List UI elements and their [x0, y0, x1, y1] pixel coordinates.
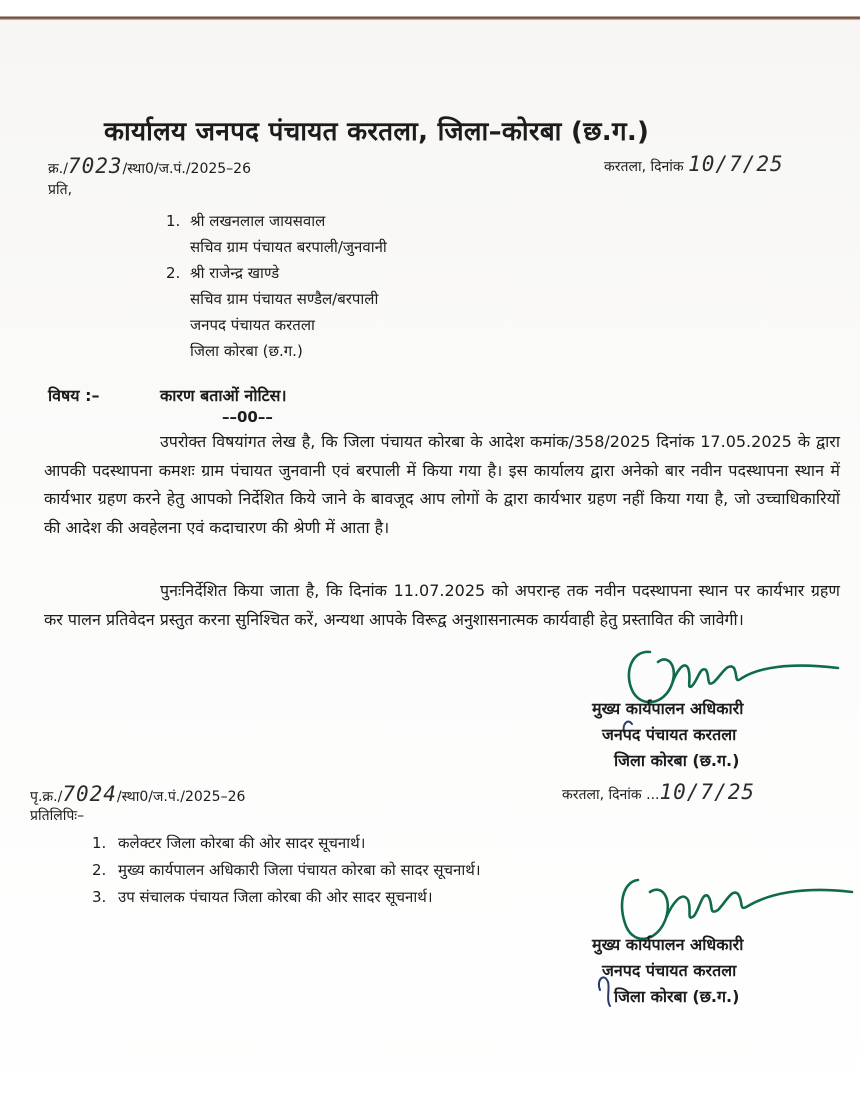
recipient-list — [166, 208, 387, 364]
date-handwritten: 10/7/25 — [688, 152, 784, 176]
signatory-office: जनपद पंचायत करतला — [602, 725, 737, 744]
copy-ref-number-handwritten: 7024 — [62, 782, 117, 806]
recipient-name: श्री राजेन्द्र खाण्डे — [190, 264, 280, 282]
body-paragraph-1: उपरोक्त विषयांगत लेख है, कि जिला पंचायत कोरबा के आदेश कमांक/358/2025 दिनांक 17.05.2025 के द्वारा आपकी पदस्थापना कमशः ग्राम पंचायत जुनवानी एवं बरपाली में किया गया है। इस कार्यालय द्वारा अनेको बार नवीन पदस्थापना स्थान में कार्यभार ग्रहण करने हेतु आपको निर्देशित किये जाने के बावजूद आप लोगों के द्वारा कार्यभार ग्रहण नहीं किया गया है, जो उच्चाधिकारियों की आदेश की अवहेलना एवं कदाचारण की श्रेणी में आता है। — [44, 432, 840, 537]
copy-item-text: उप संचालक पंचायत जिला कोरबा की ओर सादर सूचनार्थ। — [118, 888, 433, 906]
recipient-line: सचिव ग्राम पंचायत सण्डैल/बरपाली — [190, 290, 379, 308]
place-date-label: करतला, दिनांक — [604, 159, 684, 175]
recipient-line: जनपद पंचायत करतला — [190, 316, 315, 334]
copy-place-date-label: करतला, दिनांक ... — [562, 787, 660, 803]
recipient-2 — [166, 260, 387, 286]
signatory-title: मुख्य कार्यपालन अधिकारी — [592, 699, 744, 718]
recipient-line: सचिव ग्राम पंचायत बरपाली/जुनवानी — [190, 238, 387, 256]
letter-reference — [48, 154, 251, 178]
recipient-number: 1. — [166, 212, 181, 230]
subject-text: कारण बताओं नोटिस। — [160, 386, 287, 405]
signatory-block-2 — [592, 932, 743, 1010]
copy-list — [92, 830, 481, 911]
copy-item-text: कलेक्टर जिला कोरबा की ओर सादर सूचनार्थ। — [118, 834, 366, 852]
copy-place-date — [562, 780, 755, 804]
ref-suffix: /स्था0/ज.पं./2025–26 — [122, 161, 251, 177]
letter-place-date — [604, 152, 784, 176]
ref-number-handwritten: 7023 — [67, 154, 123, 178]
ref-prefix: क्र./ — [48, 161, 68, 177]
signatory-title: मुख्य कार्यपालन अधिकारी — [592, 935, 744, 954]
copy-ref-prefix: पृ.क्र./ — [30, 789, 63, 805]
subject-label: विषय :– — [48, 386, 100, 405]
copy-reference — [30, 782, 245, 806]
copy-item-number: 2. — [92, 861, 107, 879]
signatory-block-1 — [592, 696, 743, 774]
to-label: प्रति, — [48, 182, 73, 198]
signatory-district: जिला कोरबा (छ.ग.) — [614, 987, 740, 1006]
copy-item-number: 1. — [92, 834, 107, 852]
copy-item — [92, 884, 481, 911]
copy-date-handwritten: 10/7/25 — [659, 780, 756, 804]
signatory-office: जनपद पंचायत करतला — [602, 961, 737, 980]
separator: ––00–– — [222, 408, 273, 426]
copy-label: प्रतिलिपिः– — [30, 808, 85, 824]
recipient-line: जिला कोरबा (छ.ग.) — [190, 342, 303, 360]
body-paragraph-2: पुनःनिर्देशित किया जाता है, कि दिनांक 11.07.2025 को अपरान्ह तक नवीन पदस्थापना स्थान पर कार्यभार ग्रहण कर पालन प्रतिवेदन प्रस्तुत करना सुनिश्चित करें, अन्यथा आपके विरूद्व अनुशासनात्मक कार्यवाही हेतु प्रस्तावित की जावेगी। — [44, 581, 840, 629]
recipient-name: श्री लखनलाल जायसवाल — [190, 212, 326, 230]
copy-ref-suffix: /स्था0/ज.पं./2025–26 — [116, 789, 246, 805]
copy-item-text: मुख्य कार्यपालन अधिकारी जिला पंचायत कोरबा को सादर सूचनार्थ। — [118, 861, 481, 879]
copy-item-number: 3. — [92, 888, 107, 906]
signatory-district: जिला कोरबा (छ.ग.) — [614, 751, 740, 770]
recipient-1 — [166, 208, 387, 234]
copy-item — [92, 830, 481, 857]
copy-item — [92, 857, 481, 884]
recipient-number: 2. — [166, 264, 181, 282]
office-heading: कार्यालय जनपद पंचायत करतला, जिला–कोरबा (छ.ग.) — [104, 117, 650, 147]
